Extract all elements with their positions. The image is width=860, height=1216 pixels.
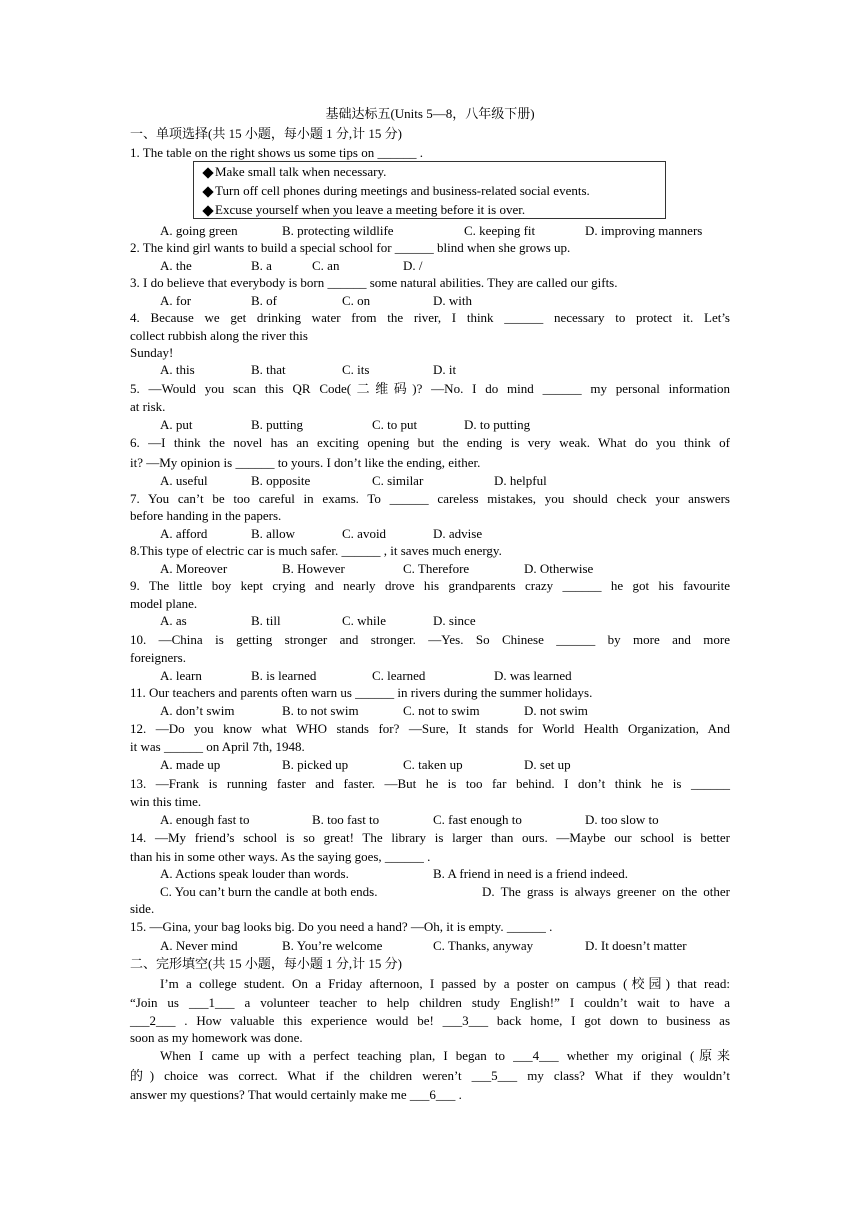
question-9-stem-cont: model plane. [130,596,198,611]
question-8-option-c: C. Therefore [403,561,470,576]
question-7-option-a: A. afford [160,526,208,541]
question-14-option-a: A. Actions speak louder than words. [160,866,349,881]
question-14-option-b: B. A friend in need is a friend indeed. [433,866,628,881]
question-3-stem: 3. I do believe that everybody is born ______ some natural abilities. They are called our gifts. [130,275,618,290]
question-9-stem: 9. The little boy kept crying and nearly drove his grandparents crazy ______ he got his favourite [130,578,730,593]
tip-row: Make small talk when necessary. [202,164,386,180]
question-2-option-c: C. an [312,258,340,273]
question-3-option-d: D. with [433,293,472,308]
question-7-option-d: D. advise [433,526,483,541]
question-1-option-d: D. improving manners [585,223,703,238]
question-8-option-b: B. However [282,561,345,576]
question-11-option-d: D. not swim [524,703,588,718]
cloze-paragraph-line: “Join us ___1___ a volunteer teacher to help children study English!” I couldn’t wait to have a [130,995,730,1010]
question-7-option-c: C. avoid [342,526,387,541]
question-4-stem-cont: Sunday! [130,345,174,360]
question-4-stem-cont: collect rubbish along the river this [130,328,308,343]
question-5-option-c: C. to put [372,417,418,432]
question-12-option-c: C. taken up [403,757,463,772]
question-4-stem: 4. Because we get drinking water from the river, I think ______ necessary to protect it. Let’s [130,310,730,325]
question-10-stem: 10. —China is getting stronger and stronger. —Yes. So Chinese ______ by more and more [130,632,730,647]
question-5-option-b: B. putting [251,417,304,432]
question-14-stem-cont: than his in some other ways. As the saying goes, ______ . [130,849,431,864]
question-15-option-d: D. It doesn’t matter [585,938,687,953]
question-8-option-a: A. Moreover [160,561,228,576]
question-6-option-a: A. useful [160,473,208,488]
question-10-option-c: C. learned [372,668,426,683]
question-10-option-b: B. is learned [251,668,317,683]
diamond-bullet-icon [202,186,213,197]
section-heading-cloze: 二、完形填空(共 15 小题，每小题 1 分,计 15 分) [130,956,402,971]
question-9-option-c: C. while [342,613,387,628]
question-2-stem: 2. The kind girl wants to build a special school for ______ blind when she grows up. [130,240,571,255]
diamond-bullet-icon [202,205,213,216]
question-13-option-c: C. fast enough to [433,812,522,827]
question-15-option-c: C. Thanks, anyway [433,938,534,953]
question-12-option-d: D. set up [524,757,571,772]
question-12-stem: 12. —Do you know what WHO stands for? —Sure, It stands for World Health Organization, And [130,721,730,736]
question-4-option-c: C. its [342,362,370,377]
question-15-option-a: A. Never mind [160,938,238,953]
question-14-option-d: D. The grass is always greener on the other [482,884,730,899]
question-7-stem: 7. You can’t be too careful in exams. To ______ careless mistakes, you should check your answers [130,491,730,506]
cloze-paragraph-line: answer my questions? That would certainly make me ___6___ . [130,1087,462,1102]
question-13-stem-cont: win this time. [130,794,202,809]
question-9-option-d: D. since [433,613,476,628]
question-9-option-a: A. as [160,613,187,628]
question-9-option-b: B. till [251,613,281,628]
cloze-paragraph-line: ___2___ . How valuable this experience would be! ___3___ back home, I got down to business as [130,1013,730,1028]
question-12-stem-cont: it was ______ on April 7th, 1948. [130,739,305,754]
question-6-stem-cont: it? —My opinion is ______ to yours. I don’t like the ending, either. [130,455,481,470]
question-15-option-b: B. You’re welcome [282,938,383,953]
tip-row: Turn off cell phones during meetings and business-related social events. [202,183,590,199]
question-11-option-b: B. to not swim [282,703,359,718]
question-4-option-a: A. this [160,362,195,377]
question-6-option-b: B. opposite [251,473,311,488]
question-3-option-c: C. on [342,293,371,308]
question-1-option-a: A. going green [160,223,238,238]
question-15-stem: 15. —Gina, your bag looks big. Do you need a hand? —Oh, it is empty. ______ . [130,919,553,934]
question-5-stem-cont: at risk. [130,399,166,414]
diamond-bullet-icon [202,167,213,178]
question-8-option-d: D. Otherwise [524,561,594,576]
question-6-option-c: C. similar [372,473,424,488]
question-6-stem: 6. —I think the novel has an exciting opening but the ending is very weak. What do you think of [130,435,730,450]
question-5-option-d: D. to putting [464,417,531,432]
question-11-stem: 11. Our teachers and parents often warn us ______ in rivers during the summer holidays. [130,685,593,700]
question-2-option-b: B. a [251,258,272,273]
question-3-option-b: B. of [251,293,277,308]
question-10-option-d: D. was learned [494,668,572,683]
question-11-option-c: C. not to swim [403,703,480,718]
question-13-option-d: D. too slow to [585,812,659,827]
question-14-stem: 14. —My friend’s school is so great! The library is larger than ours. —Maybe our school is better [130,830,730,845]
question-13-option-a: A. enough fast to [160,812,250,827]
cloze-paragraph-line: When I came up with a perfect teaching plan, I began to ___4___ whether my original (原来 [160,1048,730,1063]
section-heading-multiple-choice: 一、单项选择(共 15 小题，每小题 1 分,计 15 分) [130,126,402,141]
question-7-option-b: B. allow [251,526,296,541]
question-6-option-d: D. helpful [494,473,547,488]
question-4-option-d: D. it [433,362,457,377]
question-8-stem: 8.This type of electric car is much safer. ______ , it saves much energy. [130,543,502,558]
question-4-option-b: B. that [251,362,286,377]
page-title: 基础达标五(Units 5—8，八年级下册) [325,106,535,121]
cloze-paragraph-line: I’m a college student. On a Friday afternoon, I passed by a poster on campus (校园) that read: [160,976,730,991]
question-5-option-a: A. put [160,417,193,432]
question-1-option-c: C. keeping fit [464,223,536,238]
question-10-stem-cont: foreigners. [130,650,186,665]
cloze-paragraph-line: soon as my homework was done. [130,1030,303,1045]
question-14-option-c: C. You can’t burn the candle at both ends. [160,884,378,899]
cloze-paragraph-line: 的) choice was correct. What if the children weren’t ___5___ my class? What if they wouldn’t [130,1068,730,1083]
question-2-option-a: A. the [160,258,192,273]
question-3-option-a: A. for [160,293,192,308]
question-13-option-b: B. too fast to [312,812,380,827]
question-11-option-a: A. don’t swim [160,703,235,718]
tip-row: Excuse yourself when you leave a meeting before it is over. [202,202,525,218]
question-12-option-b: B. picked up [282,757,349,772]
question-12-option-a: A. made up [160,757,221,772]
question-1-option-b: B. protecting wildlife [282,223,394,238]
question-2-option-d: D. / [403,258,423,273]
tips-table [193,161,666,219]
question-14-option-d-wrap: side. [130,901,155,916]
question-10-option-a: A. learn [160,668,202,683]
question-5-stem: 5. —Would you scan this QR Code(二维码)? —No. I do mind ______ my personal information [130,381,730,396]
question-13-stem: 13. —Frank is running faster and faster. —But he is too far behind. I don’t think he is ______ [130,776,730,791]
question-1-stem: 1. The table on the right shows us some tips on ______ . [130,145,423,160]
question-7-stem-cont: before handing in the papers. [130,508,282,523]
